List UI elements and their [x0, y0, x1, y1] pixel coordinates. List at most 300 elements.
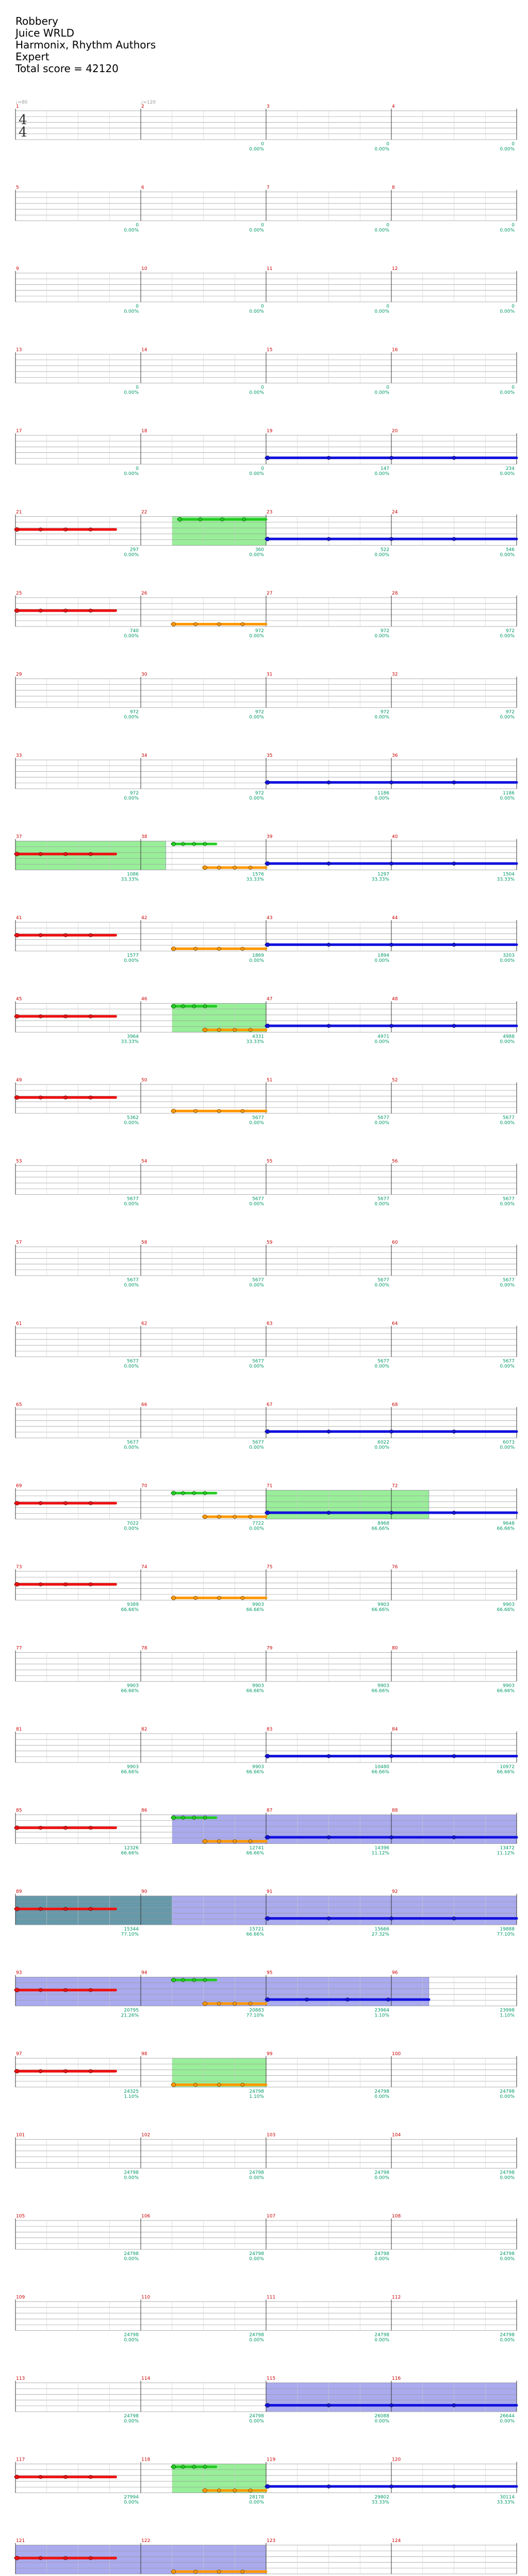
- note-head-red: [89, 852, 92, 856]
- measure-number: 89: [16, 1889, 22, 1894]
- measure-percent: 0.00%: [249, 715, 264, 720]
- note-head-blue: [266, 2403, 270, 2408]
- note-head-blue: [390, 456, 393, 460]
- measure-score: 9903: [252, 1765, 264, 1770]
- measure-percent: 0.00%: [249, 471, 264, 477]
- measure-number: 58: [141, 1240, 147, 1245]
- note-head-orange: [194, 1596, 197, 1600]
- measure-score: 0: [136, 304, 139, 309]
- measure-percent: 0.00%: [500, 1201, 515, 1207]
- note-head-green: [172, 1978, 176, 1982]
- measure-number: 43: [267, 916, 273, 921]
- note-head-blue: [452, 1754, 456, 1758]
- measure-percent: 66.66%: [497, 1607, 515, 1613]
- measure-number: 38: [141, 834, 147, 840]
- measure-percent: 0.00%: [249, 2337, 264, 2343]
- measure-number: 82: [141, 1727, 147, 1732]
- measure-percent: 0.00%: [500, 147, 515, 152]
- note-head-orange: [194, 622, 197, 626]
- note-head-blue: [390, 1917, 393, 1920]
- measure-score: 5677: [252, 1278, 264, 1283]
- measure-number: 19: [267, 429, 273, 434]
- measure-number: 73: [16, 1565, 22, 1570]
- note-head-red: [64, 1501, 68, 1505]
- measure-percent: 0.00%: [249, 2175, 264, 2181]
- note-head-orange: [203, 1028, 207, 1032]
- measure-number: 2: [141, 104, 144, 109]
- measure-number: 75: [267, 1565, 273, 1570]
- measure-score: 29802: [374, 2495, 389, 2500]
- note-head-green: [182, 1492, 185, 1495]
- note-head-orange: [217, 1840, 221, 1843]
- note-head-red: [15, 608, 19, 613]
- note-head-orange: [241, 2083, 244, 2087]
- measure-number: 10: [141, 266, 147, 272]
- measure-number: 1: [16, 104, 19, 109]
- measure-number: 57: [16, 1240, 22, 1245]
- measure-number: 78: [141, 1646, 147, 1651]
- measure-score: 24798: [374, 2251, 389, 2257]
- note-head-green: [182, 1816, 185, 1820]
- note-head-red: [15, 933, 19, 937]
- measure-score: 3964: [127, 1034, 139, 1040]
- measure-score: 234: [505, 466, 515, 471]
- note-head-red: [39, 1988, 42, 1992]
- measure-number: 16: [392, 347, 398, 353]
- measure-percent: 0.00%: [249, 2419, 264, 2424]
- measure-percent: 11.12%: [497, 1851, 515, 1856]
- note-head-blue: [266, 1024, 270, 1028]
- measure-percent: 0.00%: [124, 1201, 139, 1207]
- note-head-blue: [305, 1998, 308, 2002]
- star-power-zone: [172, 2058, 266, 2087]
- measure-score: 972: [255, 629, 264, 634]
- measure-score: 5677: [127, 1440, 139, 1445]
- measure-number: 5: [16, 185, 19, 191]
- note-head-orange: [203, 1515, 207, 1519]
- measure-score: 20795: [124, 2008, 139, 2013]
- measure-number: 96: [392, 1970, 398, 1976]
- measure-number: 61: [16, 1321, 22, 1327]
- measure-number: 50: [141, 1078, 147, 1083]
- measure-score: 5677: [127, 1278, 139, 1283]
- note-head-orange: [203, 1839, 207, 1843]
- measure-percent: 0.00%: [124, 796, 139, 801]
- measure-percent: 0.00%: [124, 1364, 139, 1369]
- note-head-blue: [452, 537, 456, 541]
- measure-score: 5677: [252, 1359, 264, 1364]
- star-power-zone: [266, 1490, 429, 1519]
- measure-percent: 0.00%: [374, 958, 389, 963]
- measure-score: 10480: [374, 1765, 389, 1770]
- note-head-blue: [266, 537, 270, 541]
- measure-number: 12: [392, 266, 398, 272]
- measure-number: 108: [392, 2214, 401, 2219]
- note-head-red: [89, 2475, 92, 2479]
- measure-score: 24798: [374, 2089, 389, 2094]
- measure-score: 4971: [377, 1034, 389, 1040]
- note-head-orange: [172, 947, 176, 951]
- measure-score: 0: [261, 304, 264, 309]
- measure-percent: 0.00%: [124, 309, 139, 314]
- note-head-blue: [345, 1998, 349, 2002]
- measure-percent: 33.33%: [371, 2500, 389, 2505]
- measure-number: 88: [392, 1808, 398, 1814]
- measure-score: 546: [505, 547, 515, 553]
- measure-number: 56: [392, 1159, 398, 1164]
- note-head-orange: [233, 1840, 237, 1843]
- measure-percent: 0.00%: [124, 2175, 139, 2181]
- measure-score: 1869: [252, 953, 264, 958]
- note-head-red: [89, 1907, 92, 1911]
- note-head-blue: [390, 1511, 393, 1515]
- measure-number: 64: [392, 1321, 398, 1327]
- measure-number: 77: [16, 1646, 22, 1651]
- note-head-blue: [452, 1430, 456, 1433]
- chart-authors: Harmonix, Rhythm Authors: [15, 39, 156, 51]
- measure-number: 71: [267, 1483, 273, 1489]
- measure-score: 9903: [127, 1683, 139, 1689]
- total-score: Total score = 42120: [15, 62, 119, 75]
- measure-score: 972: [129, 709, 139, 715]
- measure-score: 24798: [249, 2170, 264, 2176]
- measure-number: 119: [267, 2457, 276, 2463]
- note-head-orange: [217, 2489, 221, 2493]
- measure-percent: 0.00%: [374, 1121, 389, 1126]
- note-head-green: [203, 1492, 207, 1495]
- note-head-red: [15, 1095, 19, 1099]
- measure-score: 5677: [377, 1278, 389, 1283]
- note-head-blue: [452, 2485, 456, 2488]
- measure-percent: 33.33%: [371, 877, 389, 883]
- note-head-red: [89, 934, 92, 937]
- measure-percent: 0.00%: [124, 552, 139, 558]
- note-head-red: [89, 2070, 92, 2073]
- measure-number: 53: [16, 1159, 22, 1164]
- measure-score: 30114: [500, 2495, 515, 2500]
- measure-number: 32: [392, 672, 398, 677]
- note-head-red: [64, 1907, 68, 1911]
- measure-percent: 66.66%: [371, 1526, 389, 1532]
- measure-percent: 0.00%: [124, 1121, 139, 1126]
- measure-score: 24798: [374, 2332, 389, 2338]
- note-head-red: [39, 609, 42, 613]
- note-head-red: [39, 1501, 42, 1505]
- measure-number: 69: [16, 1483, 22, 1489]
- time-signature-top: 4: [19, 112, 27, 128]
- note-head-blue: [266, 861, 270, 866]
- measure-percent: 66.66%: [246, 1932, 264, 1937]
- measure-number: 114: [141, 2376, 151, 2381]
- measure-score: 24798: [124, 2332, 139, 2338]
- note-head-blue: [327, 1430, 331, 1433]
- measure-score: 23964: [374, 2008, 389, 2013]
- measure-percent: 0.00%: [374, 634, 389, 639]
- measure-percent: 0.00%: [249, 1445, 264, 1450]
- measure-score: 147: [380, 466, 389, 471]
- note-head-green: [220, 518, 224, 521]
- measure-percent: 1.10%: [124, 2094, 139, 2099]
- measure-percent: 0.00%: [374, 309, 389, 314]
- note-head-red: [64, 934, 68, 937]
- note-head-red: [39, 1014, 42, 1018]
- measure-percent: 33.33%: [121, 1039, 139, 1045]
- measure-number: 116: [392, 2376, 401, 2381]
- measure-number: 113: [16, 2376, 25, 2381]
- measure-number: 37: [16, 834, 22, 840]
- note-head-orange: [172, 2570, 176, 2574]
- measure-score: 1576: [252, 872, 264, 877]
- note-head-green: [182, 842, 185, 846]
- measure-score: 1186: [503, 791, 515, 796]
- measure-number: 34: [141, 753, 147, 758]
- note-head-green: [172, 1816, 176, 1820]
- measure-percent: 0.00%: [374, 715, 389, 720]
- measure-number: 111: [267, 2295, 276, 2300]
- note-head-red: [15, 1014, 19, 1019]
- measure-number: 90: [141, 1889, 147, 1894]
- measure-score: 972: [255, 709, 264, 715]
- measure-number: 22: [141, 510, 147, 515]
- measure-number: 39: [267, 834, 273, 840]
- measure-score: 24798: [249, 2332, 264, 2338]
- measure-score: 0: [512, 304, 515, 309]
- measure-score: 972: [129, 791, 139, 796]
- measure-percent: 0.00%: [124, 2419, 139, 2424]
- measure-number: 47: [267, 996, 273, 1002]
- measure-score: 24798: [249, 2251, 264, 2257]
- note-head-orange: [172, 622, 176, 626]
- note-head-blue: [327, 2485, 331, 2488]
- note-head-blue: [452, 1024, 456, 1028]
- measure-percent: 0.00%: [124, 390, 139, 396]
- note-head-blue: [266, 781, 270, 785]
- measure-percent: 0.00%: [249, 1283, 264, 1288]
- measure-score: 5362: [127, 1115, 139, 1121]
- measure-number: 81: [16, 1727, 22, 1732]
- note-head-blue: [390, 943, 393, 946]
- measure-percent: 0.00%: [124, 228, 139, 233]
- measure-percent: 66.66%: [121, 1770, 139, 1775]
- measure-number: 118: [141, 2457, 151, 2463]
- measure-number: 14: [141, 347, 147, 353]
- measure-number: 52: [392, 1078, 398, 1083]
- note-head-red: [64, 1988, 68, 1992]
- measure-percent: 0.00%: [500, 1283, 515, 1288]
- measure-number: 72: [392, 1483, 398, 1489]
- measure-score: 0: [386, 304, 389, 309]
- note-head-red: [15, 528, 19, 532]
- measure-score: 1504: [503, 872, 515, 877]
- measure-number: 4: [392, 104, 395, 109]
- measure-number: 55: [267, 1159, 273, 1164]
- measure-percent: 33.33%: [121, 877, 139, 883]
- measure-number: 79: [267, 1646, 273, 1651]
- measure-percent: 27.32%: [371, 1932, 389, 1937]
- measure-score: 6073: [503, 1440, 515, 1445]
- measure-score: 1086: [127, 872, 139, 877]
- measure-score: 24798: [124, 2170, 139, 2176]
- measure-percent: 0.00%: [500, 715, 515, 720]
- note-head-blue: [327, 1024, 331, 1028]
- note-head-red: [15, 1907, 19, 1911]
- measure-number: 91: [267, 1889, 273, 1894]
- measure-percent: 66.66%: [497, 1688, 515, 1694]
- note-head-red: [15, 852, 19, 856]
- measure-number: 115: [267, 2376, 276, 2381]
- measure-score: 9648: [503, 1521, 515, 1527]
- measure-percent: 0.00%: [374, 552, 389, 558]
- measure-number: 101: [16, 2132, 25, 2138]
- note-head-blue: [266, 943, 270, 947]
- note-head-orange: [217, 1028, 221, 1032]
- measure-number: 65: [16, 1402, 22, 1408]
- measure-percent: 0.00%: [500, 552, 515, 558]
- note-head-red: [64, 852, 68, 856]
- measure-score: 5677: [377, 1115, 389, 1121]
- note-head-orange: [217, 1515, 221, 1519]
- measure-number: 76: [392, 1565, 398, 1570]
- measure-percent: 0.00%: [500, 1445, 515, 1450]
- measure-score: 23998: [500, 2008, 515, 2013]
- measure-score: 5677: [377, 1359, 389, 1364]
- measure-score: 9903: [377, 1602, 389, 1607]
- measure-score: 9389: [127, 1602, 139, 1607]
- measure-score: 9903: [503, 1602, 515, 1607]
- note-head-orange: [249, 2002, 252, 2006]
- measure-score: 13472: [500, 1845, 515, 1851]
- measure-number: 36: [392, 753, 398, 758]
- measure-number: 26: [141, 591, 147, 596]
- measure-score: 24798: [500, 2089, 515, 2094]
- measure-percent: 66.66%: [371, 1770, 389, 1775]
- note-head-red: [39, 934, 42, 937]
- note-head-blue: [452, 943, 456, 946]
- note-head-red: [15, 1501, 19, 1505]
- measure-percent: 0.00%: [249, 309, 264, 314]
- measure-score: 26644: [500, 2414, 515, 2419]
- measure-number: 60: [392, 1240, 398, 1245]
- measure-score: 522: [380, 547, 389, 553]
- measure-number: 105: [16, 2214, 25, 2219]
- measure-score: 9903: [252, 1602, 264, 1607]
- measure-score: 297: [129, 547, 139, 553]
- note-head-orange: [217, 1109, 221, 1113]
- measure-number: 103: [267, 2132, 276, 2138]
- note-head-green: [172, 842, 176, 846]
- measure-percent: 0.00%: [249, 1121, 264, 1126]
- measure-number: 49: [16, 1078, 22, 1083]
- note-head-green: [192, 2465, 196, 2469]
- note-head-green: [192, 1492, 196, 1495]
- measure-number: 120: [392, 2457, 401, 2463]
- measure-score: 9903: [252, 1683, 264, 1689]
- measure-score: 0: [386, 142, 389, 147]
- measure-score: 15666: [374, 1927, 389, 1932]
- measure-score: 1577: [127, 953, 139, 958]
- note-head-blue: [390, 1836, 393, 1839]
- measure-percent: 0.00%: [374, 471, 389, 477]
- measure-number: 95: [267, 1970, 273, 1976]
- note-head-blue: [327, 2403, 331, 2407]
- measure-percent: 0.00%: [374, 1445, 389, 1450]
- tempo-mark: ♩=80: [15, 100, 28, 105]
- measure-number: 122: [141, 2538, 151, 2544]
- note-head-red: [39, 852, 42, 856]
- measure-score: 972: [380, 709, 389, 715]
- measure-number: 117: [16, 2457, 25, 2463]
- measure-score: 1894: [377, 953, 389, 958]
- measure-percent: 0.00%: [500, 309, 515, 314]
- measure-number: 109: [16, 2295, 25, 2300]
- measure-number: 93: [16, 1970, 22, 1976]
- measure-number: 35: [267, 753, 273, 758]
- note-head-blue: [386, 1998, 390, 2002]
- note-head-orange: [217, 947, 221, 951]
- measure-percent: 66.66%: [246, 1770, 264, 1775]
- note-head-red: [39, 2070, 42, 2073]
- star-power-zone: [172, 517, 266, 546]
- note-head-blue: [266, 1835, 270, 1839]
- note-head-blue: [266, 1430, 270, 1434]
- measure-score: 972: [380, 629, 389, 634]
- measure-percent: 1.10%: [374, 2013, 389, 2019]
- measure-number: 20: [392, 429, 398, 434]
- measure-score: 0: [136, 385, 139, 391]
- measure-percent: 66.66%: [497, 1770, 515, 1775]
- measure-score: 26088: [374, 2414, 389, 2419]
- note-head-orange: [194, 947, 197, 951]
- note-head-red: [89, 528, 92, 531]
- measure-number: 27: [267, 591, 273, 596]
- measure-number: 33: [16, 753, 22, 758]
- note-head-orange: [203, 2488, 207, 2493]
- measure-score: 24798: [500, 2332, 515, 2338]
- measure-number: 13: [16, 347, 22, 353]
- note-head-orange: [203, 866, 207, 870]
- note-head-green: [192, 1816, 196, 1820]
- measure-score: 0: [261, 223, 264, 228]
- measure-number: 3: [267, 104, 270, 109]
- measure-percent: 66.66%: [121, 1851, 139, 1856]
- measure-score: 12326: [124, 1845, 139, 1851]
- measure-score: 19888: [500, 1927, 515, 1932]
- measure-number: 21: [16, 510, 22, 515]
- measure-score: 1297: [377, 872, 389, 877]
- note-head-orange: [217, 622, 221, 626]
- measure-score: 24798: [500, 2251, 515, 2257]
- measure-percent: 66.66%: [246, 1688, 264, 1694]
- note-head-blue: [327, 1511, 331, 1515]
- measure-percent: 0.00%: [500, 2175, 515, 2181]
- measure-percent: 66.66%: [121, 1607, 139, 1613]
- note-head-green: [199, 518, 202, 521]
- note-head-red: [39, 1826, 42, 1829]
- measure-number: 112: [392, 2295, 401, 2300]
- measure-percent: 0.00%: [124, 715, 139, 720]
- measure-score: 15344: [124, 1927, 139, 1932]
- note-head-red: [39, 1907, 42, 1911]
- measure-score: 5677: [252, 1196, 264, 1202]
- note-head-green: [203, 1005, 207, 1008]
- note-head-orange: [172, 1109, 176, 1113]
- note-head-red: [15, 1988, 19, 1992]
- note-head-blue: [327, 1836, 331, 1839]
- measure-number: 51: [267, 1078, 273, 1083]
- note-head-red: [39, 2556, 42, 2560]
- measure-percent: 1.10%: [500, 2013, 515, 2019]
- note-head-red: [89, 1583, 92, 1586]
